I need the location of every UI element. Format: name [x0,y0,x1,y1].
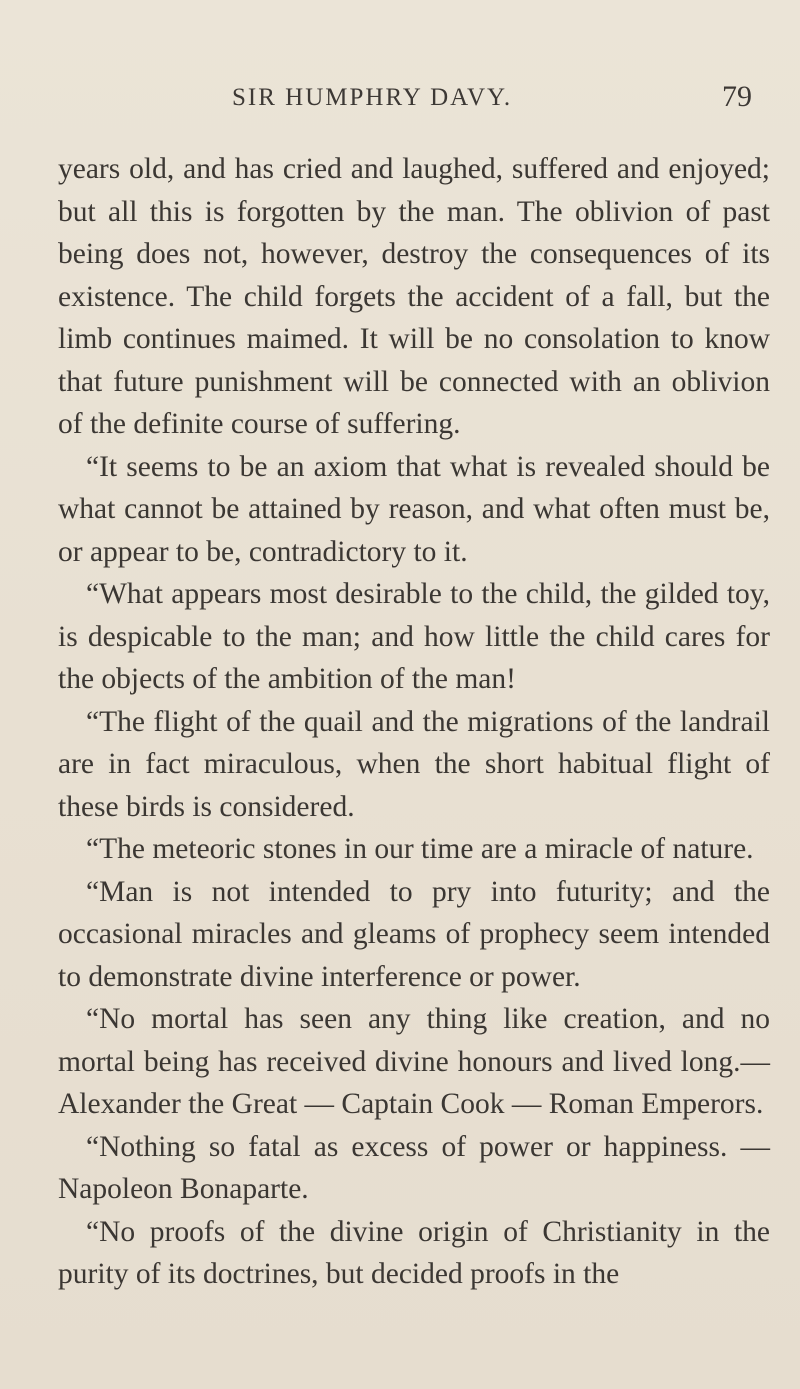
paragraph-meteoric-stones: “The meteoric stones in our time are a miracle of nature. [86,833,754,865]
paragraph-excess-of-power: “Nothing so fatal as excess of power or happiness. — Napoleon Bonaparte. [58,1130,770,1205]
paragraph-no-mortal: “No mortal has seen any thing like creation, and no mortal being has received divine honours and lived long.— Alexander the Great — Captain Cook — Roman Emperors. [58,1003,770,1120]
running-title: SIR HUMPHRY DAVY. [232,84,513,111]
paragraph-quail-landrail: “The flight of the quail and the migrations of the landrail are in fact miraculous, when the short habitual flight of these birds is considered. [58,705,770,823]
paragraph-gilded-toy: “What appears most desirable to the child, the gilded toy, is despicable to the man; and how little the child cares for the objects of the ambition of the man! [58,578,770,695]
running-head [0,80,800,120]
paragraph-axiom-revealed: “It seems to be an axiom that what is revealed should be what cannot be attained by reason, and what often must be, or appear to be, contradictory to it. [58,450,770,568]
paragraph-christianity: “No proofs of the divine origin of Christianity in the purity of its doctrines, but decided proofs in the [58,1215,770,1290]
paragraph-futurity: “Man is not intended to pry into futurity; and the occasional miracles and gleams of prophecy seem intended to demonstrate divine interference or power. [58,875,770,993]
page-number: 79 [722,80,752,113]
body-text [58,148,770,1296]
paragraph-continuation: years old, and has cried and laughed, suffered and enjoyed; but all this is forgotten by the man. The oblivion of past being does not, however, destroy the consequences of its existence. The child forgets the accident of a fall, but the limb continues maimed. It will be no consolation to know that future punishment will be connected with an oblivion of the definite course of suffering. [58,153,770,440]
